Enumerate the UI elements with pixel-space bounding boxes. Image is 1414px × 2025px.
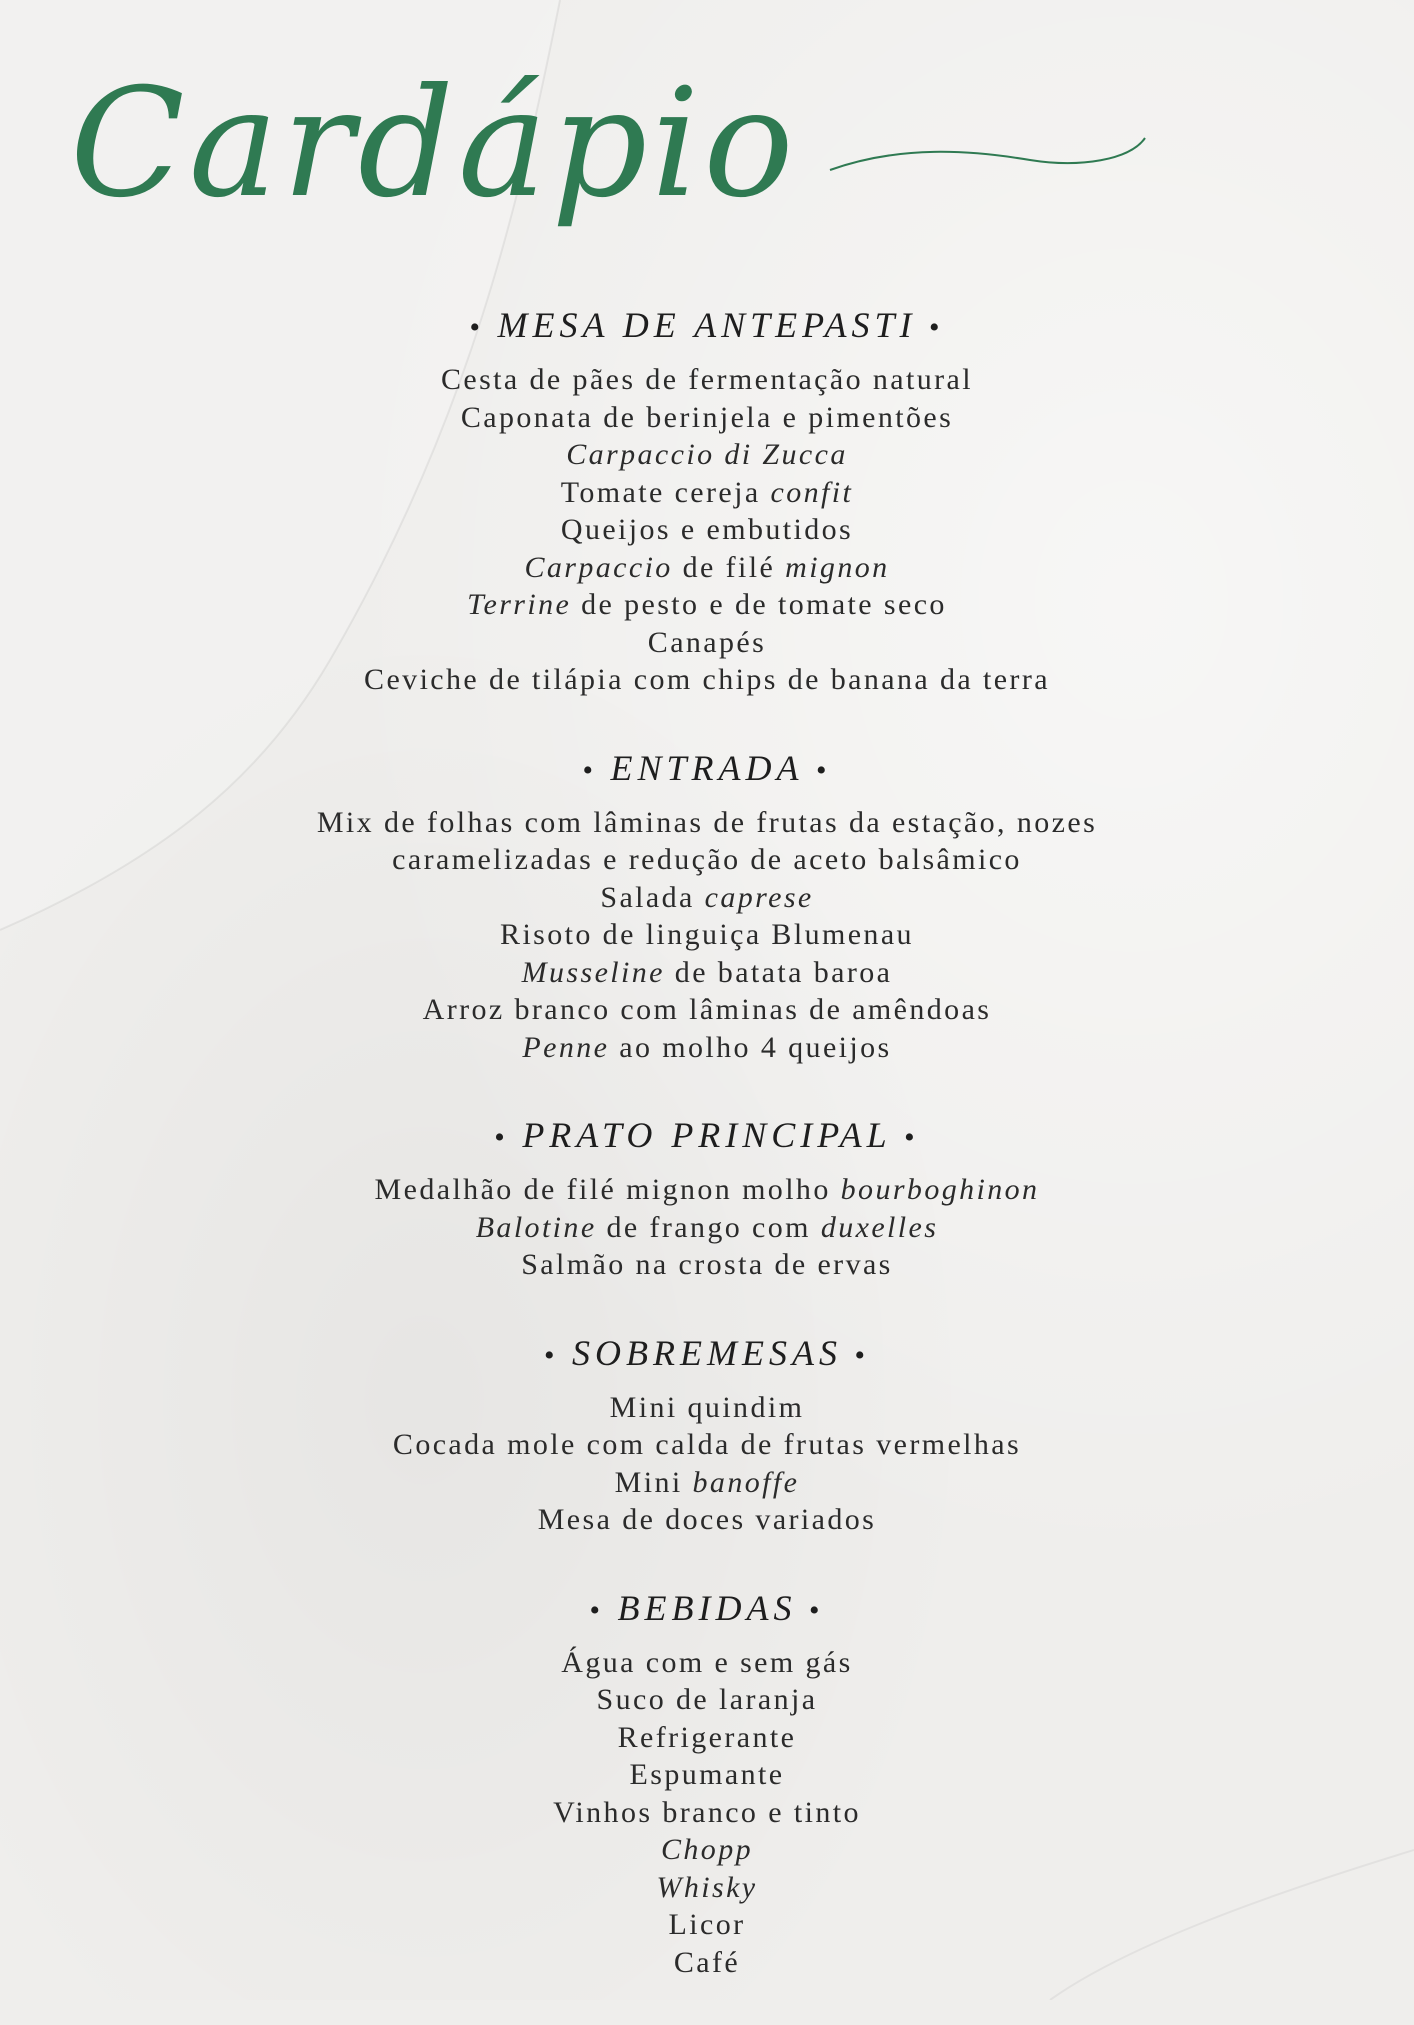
menu-item: [0, 661, 1414, 699]
bullet-icon: •: [803, 753, 832, 787]
menu-item: [0, 1719, 1414, 1757]
menu-item-text: Carpaccio: [524, 550, 673, 584]
menu-item: [0, 1831, 1414, 1869]
menu-section: [0, 743, 1414, 1067]
menu-title-text: Cardápio: [70, 57, 798, 231]
menu-item-text: Caponata de berinjela e pimentões: [460, 400, 954, 434]
menu-section: [0, 1583, 1414, 1982]
menu-item-text: Ceviche de tilápia com chips de banana da terra: [364, 663, 1050, 696]
menu-item: [0, 1389, 1414, 1427]
menu-section: [0, 1110, 1414, 1284]
menu-item-text: de filé: [672, 550, 786, 584]
menu-item-text: Arroz branco com lâminas de amêndoas: [422, 993, 992, 1026]
menu-item: [0, 991, 1414, 1029]
menu-item: [0, 1171, 1414, 1209]
menu-item-text: de frango com: [596, 1210, 821, 1244]
section-title-text: ENTRADA: [610, 747, 804, 788]
menu-item: [0, 1681, 1414, 1719]
menu-item-text: bourboghinon: [840, 1173, 1040, 1206]
menu-item-text: Café: [673, 1945, 741, 1979]
menu-item: [0, 1794, 1414, 1832]
section-title-text: PRATO PRINCIPAL: [522, 1115, 892, 1155]
menu-item-text: ao molho 4 queijos: [609, 1030, 892, 1064]
menu-item-text: Balotine: [475, 1210, 597, 1244]
bullet-icon: •: [582, 753, 611, 787]
menu-item: [0, 474, 1414, 512]
section-title: [0, 1110, 1414, 1163]
bullet-icon: •: [841, 1338, 870, 1372]
menu-section: [0, 1328, 1414, 1539]
menu-item-text: Salada: [600, 880, 705, 914]
menu-item: [0, 586, 1414, 624]
menu-item-text: Água com e sem gás: [561, 1645, 853, 1679]
menu-item: [0, 1869, 1414, 1907]
bullet-icon: •: [891, 1121, 920, 1154]
menu-item: [0, 1644, 1414, 1682]
menu-item: [0, 1426, 1414, 1464]
bullet-icon: •: [544, 1338, 573, 1372]
menu-item-text: caprese: [704, 880, 814, 914]
menu-item-text: Mini quindim: [609, 1390, 805, 1424]
menu-item: [0, 804, 1414, 842]
menu-item: [0, 1944, 1414, 1982]
menu-item-text: Whisky: [656, 1870, 758, 1904]
menu-item-text: Cocada mole com calda de frutas vermelhas: [392, 1428, 1022, 1461]
section-title-text: BEBIDAS: [617, 1587, 797, 1628]
menu-item-text: banoffe: [692, 1465, 800, 1499]
menu-item-text: Suco de laranja: [596, 1683, 818, 1716]
menu-item: [0, 436, 1414, 474]
menu-item: [0, 1906, 1414, 1944]
menu-section: [0, 300, 1414, 699]
menu-item: [0, 624, 1414, 662]
menu-item-text: Canapés: [647, 625, 767, 659]
bullet-icon: •: [494, 1121, 523, 1154]
section-title-text: SOBREMESAS: [572, 1332, 842, 1373]
menu-item-text: Carpaccio di Zucca: [566, 438, 848, 471]
menu-item-text: Musseline: [521, 955, 665, 989]
menu-item-text: Cesta de pães de fermentação natural: [440, 363, 973, 396]
menu-item-text: Espumante: [629, 1758, 785, 1791]
menu-item-text: duxelles: [820, 1210, 939, 1244]
section-title: [0, 1328, 1414, 1381]
bullet-icon: •: [589, 1593, 618, 1627]
menu-content: [0, 300, 1414, 2025]
bullet-icon: •: [916, 311, 945, 344]
menu-item-text: Medalhão de filé mignon molho: [374, 1173, 841, 1206]
menu-item-text: mignon: [785, 550, 890, 584]
menu-item: [0, 1246, 1414, 1284]
menu-title: [70, 10, 1170, 270]
menu-item: [0, 841, 1414, 879]
menu-item-text: Risoto de linguiça Blumenau: [500, 918, 914, 951]
menu-item-text: Refrigerante: [617, 1720, 797, 1754]
menu-item: [0, 954, 1414, 992]
menu-item-text: Salmão na crosta de ervas: [521, 1248, 893, 1281]
menu-item-text: caramelizadas e redução de aceto balsâmico: [392, 843, 1022, 876]
section-title: [0, 743, 1414, 796]
menu-item: [0, 1209, 1414, 1247]
section-title-text: MESA DE ANTEPASTI: [497, 305, 917, 345]
menu-item-text: Tomate cereja: [560, 475, 771, 509]
menu-item: [0, 361, 1414, 399]
menu-item-text: Mini: [614, 1465, 693, 1499]
menu-item: [0, 399, 1414, 437]
menu-item: [0, 1029, 1414, 1067]
menu-item: [0, 1501, 1414, 1539]
menu-item-text: Penne: [522, 1030, 610, 1064]
menu-item-text: Chopp: [660, 1833, 753, 1866]
menu-item-text: Mesa de doces variados: [537, 1503, 877, 1536]
menu-item: [0, 511, 1414, 549]
menu-item: [0, 879, 1414, 917]
menu-item-text: Vinhos branco e tinto: [553, 1795, 861, 1829]
menu-item-text: Licor: [668, 1908, 746, 1941]
menu-item-text: Terrine: [467, 588, 572, 621]
menu-item-text: confit: [770, 475, 854, 509]
menu-item: [0, 1756, 1414, 1794]
menu-item: [0, 549, 1414, 587]
menu-item-text: Mix de folhas com lâminas de frutas da estação, nozes: [316, 805, 1098, 839]
menu-item-text: de pesto e de tomate seco: [571, 588, 947, 621]
menu-item: [0, 1464, 1414, 1502]
menu-item-text: Queijos e embutidos: [560, 513, 854, 546]
menu-item: [0, 916, 1414, 954]
section-title: [0, 1583, 1414, 1636]
bullet-icon: •: [469, 311, 498, 344]
bullet-icon: •: [796, 1593, 825, 1627]
section-title: [0, 300, 1414, 353]
menu-item-text: de batata baroa: [664, 955, 893, 989]
